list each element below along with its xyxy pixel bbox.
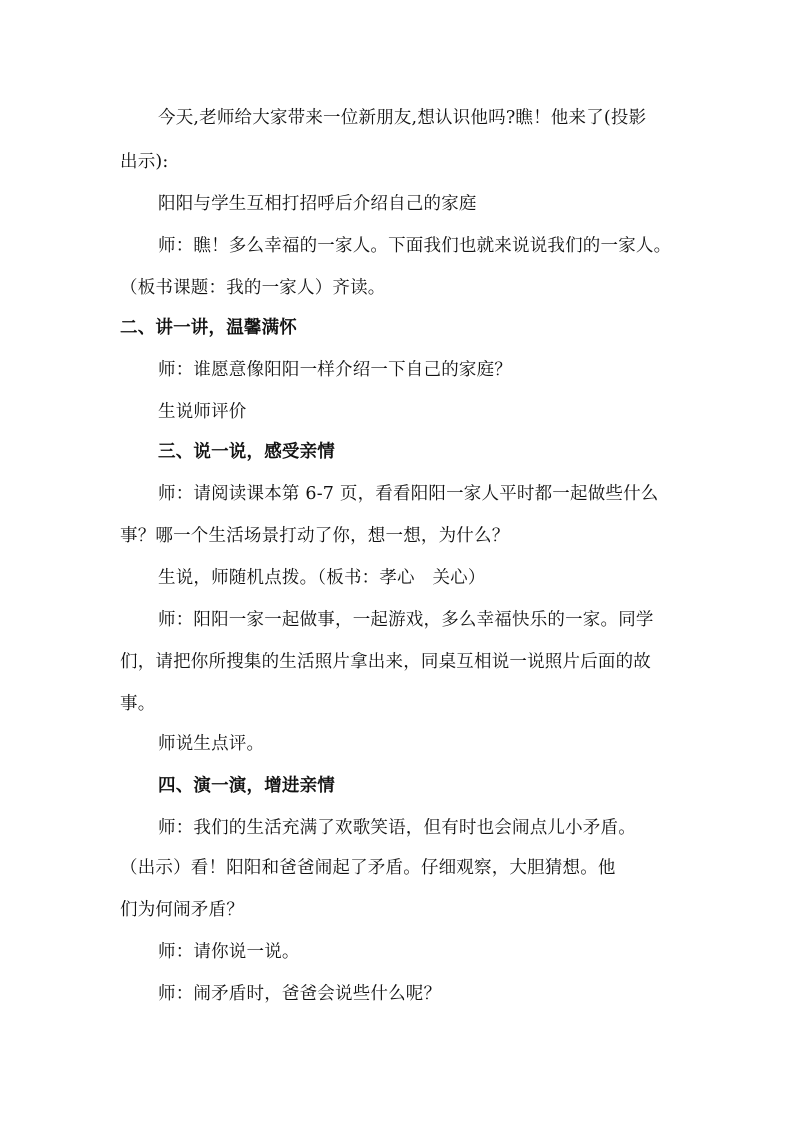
intro-paragraph-line-1: 今天,老师给大家带来一位新朋友,想认识他吗?瞧！他来了(投影 <box>158 108 647 128</box>
reading-instruction-line-2: 事？哪一个生活场景打动了你，想一想，为什么？ <box>120 526 510 546</box>
yangyang-intro-line: 阳阳与学生互相打招呼后介绍自己的家庭 <box>158 194 477 214</box>
family-activity-line-2: 们，请把你所搜集的生活照片拿出来，同桌互相说一说照片后面的故 <box>120 652 651 672</box>
section-heading-3: 三、说一说，感受亲情 <box>158 442 335 462</box>
section-heading-2: 二、讲一讲，温馨满怀 <box>120 318 297 338</box>
intro-paragraph-line-2: 出示): <box>120 152 169 172</box>
board-title-line: （板书课题：我的一家人）齐读。 <box>120 278 386 298</box>
student-evaluation-line: 生说师评价 <box>158 402 247 422</box>
family-activity-line-1: 师：阳阳一家一起做事，一起游戏，多么幸福快乐的一家。同学 <box>158 610 654 630</box>
conflict-line-2: （出示）看！阳阳和爸爸闹起了矛盾。仔细观察，大胆猜想。他 <box>120 858 616 878</box>
teacher-line-3: 师：请你说一说。 <box>158 942 300 962</box>
reading-instruction-line-1: 师：请阅读课本第 6-7 页，看看阳阳一家人平时都一起做些什么 <box>158 484 659 504</box>
teacher-comment-line: 师说生点评。 <box>158 734 265 754</box>
family-activity-line-3: 事。 <box>120 694 156 714</box>
conflict-line-3: 们为何闹矛盾？ <box>120 900 244 920</box>
teacher-line-2: 师：谁愿意像阳阳一样介绍一下自己的家庭？ <box>158 360 512 380</box>
section-heading-4: 四、演一演，增进亲情 <box>158 776 335 796</box>
teacher-line-4: 师：闹矛盾时，爸爸会说些什么呢？ <box>158 984 442 1004</box>
board-note-line: 生说，师随机点拨。（板书：孝心 关心） <box>158 568 486 588</box>
teacher-line-1: 师：瞧！多么幸福的一家人。下面我们也就来说说我们的一家人。 <box>158 236 672 256</box>
conflict-line-1: 师：我们的生活充满了欢歌笑语，但有时也会闹点儿小矛盾。 <box>158 818 636 838</box>
